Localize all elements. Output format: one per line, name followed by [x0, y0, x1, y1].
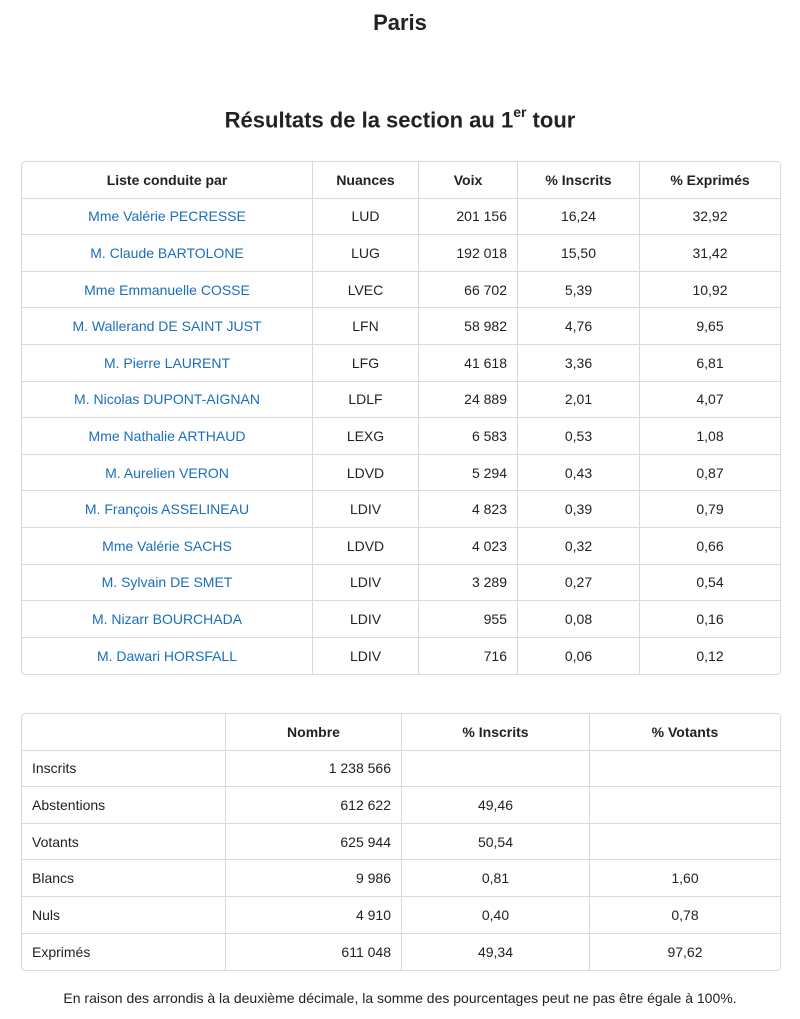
pct-exprimes-cell: 1,08 — [640, 418, 780, 455]
pct-inscrits-cell: 3,36 — [518, 345, 640, 382]
page-title: Paris — [373, 10, 427, 35]
summary-pct-votants-cell — [590, 824, 780, 861]
nuance-cell: LUG — [313, 235, 419, 272]
voix-cell: 4 023 — [419, 528, 518, 565]
summary-header-nombre: Nombre — [226, 714, 402, 751]
table-row — [22, 418, 780, 455]
section-title — [0, 106, 800, 133]
voix-cell: 58 982 — [419, 308, 518, 345]
summary-header-pct-votants: % Votants — [590, 714, 780, 751]
candidate-link[interactable]: M. Claude BARTOLONE — [90, 244, 244, 261]
candidate-link[interactable]: Mme Valérie PECRESSE — [88, 208, 246, 225]
candidate-cell — [22, 418, 313, 455]
pct-exprimes-cell: 31,42 — [640, 235, 780, 272]
pct-exprimes-cell: 10,92 — [640, 272, 780, 309]
nuance-cell: LFN — [313, 308, 419, 345]
table-row — [22, 897, 780, 934]
voix-cell: 5 294 — [419, 455, 518, 492]
table-row — [22, 272, 780, 309]
header-pct-exprimes: % Exprimés — [640, 162, 780, 199]
voix-cell: 4 823 — [419, 491, 518, 528]
summary-label-cell: Abstentions — [22, 787, 226, 824]
section-title-sup: er — [513, 104, 527, 120]
table-row — [22, 345, 780, 382]
candidate-cell — [22, 199, 313, 236]
pct-exprimes-cell: 0,66 — [640, 528, 780, 565]
summary-pct-inscrits-cell — [402, 751, 590, 788]
summary-nombre-cell: 1 238 566 — [226, 751, 402, 788]
summary-label-cell: Blancs — [22, 860, 226, 897]
pct-inscrits-cell: 16,24 — [518, 199, 640, 236]
candidate-link[interactable]: M. Dawari HORSFALL — [96, 648, 238, 665]
candidate-cell — [22, 308, 313, 345]
table-row — [22, 199, 780, 236]
nuance-cell: LDIV — [313, 565, 419, 602]
candidate-link[interactable]: M. François ASSELINEAU — [84, 501, 250, 518]
table-row — [22, 235, 780, 272]
pct-inscrits-cell: 0,27 — [518, 565, 640, 602]
table-row — [22, 455, 780, 492]
header-pct-inscrits: % Inscrits — [518, 162, 640, 199]
voix-cell: 716 — [419, 638, 518, 675]
summary-pct-inscrits-cell: 49,34 — [402, 934, 590, 971]
nuance-cell: LUD — [313, 199, 419, 236]
header-liste: Liste conduite par — [22, 162, 313, 199]
pct-exprimes-cell: 6,81 — [640, 345, 780, 382]
nuance-cell: LEXG — [313, 418, 419, 455]
summary-header-pct-inscrits: % Inscrits — [402, 714, 590, 751]
table-row — [22, 382, 780, 419]
nuance-cell: LVEC — [313, 272, 419, 309]
pct-inscrits-cell: 0,06 — [518, 638, 640, 675]
voix-cell: 201 156 — [419, 199, 518, 236]
summary-nombre-cell: 9 986 — [226, 860, 402, 897]
pct-inscrits-cell: 0,53 — [518, 418, 640, 455]
table-row — [22, 308, 780, 345]
voix-cell: 955 — [419, 601, 518, 638]
candidate-link[interactable]: M. Wallerand DE SAINT JUST — [72, 318, 262, 335]
candidate-cell — [22, 455, 313, 492]
pct-inscrits-cell: 0,39 — [518, 491, 640, 528]
summary-pct-votants-cell: 97,62 — [667, 943, 703, 960]
nuance-cell: LDVD — [313, 528, 419, 565]
candidate-link[interactable]: M. Aurelien VERON — [105, 464, 229, 481]
summary-nombre-cell: 612 622 — [226, 787, 402, 824]
summary-nombre-cell: 625 944 — [226, 824, 402, 861]
table-row — [22, 565, 780, 602]
pct-inscrits-cell: 4,76 — [518, 308, 640, 345]
candidate-cell — [22, 491, 313, 528]
candidate-link[interactable]: M. Nicolas DUPONT-AIGNAN — [74, 391, 260, 408]
candidate-link[interactable]: Mme Emmanuelle COSSE — [84, 281, 250, 298]
summary-header-blank — [22, 714, 226, 751]
candidate-cell — [22, 528, 313, 565]
summary-table — [21, 713, 781, 971]
candidate-link[interactable]: M. Sylvain DE SMET — [101, 574, 233, 591]
pct-exprimes-cell: 9,65 — [640, 308, 780, 345]
candidate-cell — [22, 638, 313, 675]
summary-header-row — [22, 714, 780, 751]
summary-label-cell: Inscrits — [22, 751, 226, 788]
summary-nombre-cell: 4 910 — [226, 897, 402, 934]
summary-nombre-cell: 611 048 — [226, 934, 402, 971]
summary-pct-inscrits-cell: 50,54 — [402, 824, 590, 861]
candidate-cell — [22, 235, 313, 272]
pct-inscrits-cell: 5,39 — [518, 272, 640, 309]
pct-exprimes-cell: 4,07 — [640, 382, 780, 419]
candidate-link[interactable]: Mme Nathalie ARTHAUD — [88, 427, 246, 444]
candidate-cell — [22, 565, 313, 602]
summary-pct-inscrits-cell: 0,40 — [402, 897, 590, 934]
summary-pct-votants-cell: 1,60 — [590, 860, 780, 897]
candidate-link[interactable]: M. Nizarr BOURCHADA — [91, 610, 243, 627]
pct-inscrits-cell: 0,32 — [518, 528, 640, 565]
nuance-cell: LDIV — [313, 638, 419, 675]
candidate-cell — [22, 272, 313, 309]
candidate-link[interactable]: M. Pierre LAURENT — [103, 354, 231, 371]
pct-exprimes-cell: 0,54 — [640, 565, 780, 602]
nuance-cell: LDIV — [313, 491, 419, 528]
table-row — [22, 824, 780, 861]
footnote: En raison des arrondis à la deuxième décimale, la somme des pourcentages peut ne pas être égale à 100%. — [63, 990, 737, 1006]
pct-inscrits-cell: 0,08 — [518, 601, 640, 638]
section-title-main: Résultats de la section au 1 — [224, 107, 514, 133]
table-row — [22, 491, 780, 528]
voix-cell: 192 018 — [419, 235, 518, 272]
candidate-cell — [22, 345, 313, 382]
voix-cell: 24 889 — [419, 382, 518, 419]
header-voix: Voix — [419, 162, 518, 199]
voix-cell: 6 583 — [419, 418, 518, 455]
candidate-link[interactable]: Mme Valérie SACHS — [102, 537, 232, 554]
voix-cell: 41 618 — [419, 345, 518, 382]
table-row — [22, 528, 780, 565]
table-row — [22, 638, 780, 675]
nuance-cell: LDIV — [313, 601, 419, 638]
summary-pct-inscrits-cell: 49,46 — [402, 787, 590, 824]
pct-inscrits-cell: 2,01 — [518, 382, 640, 419]
summary-pct-inscrits-cell: 0,81 — [402, 860, 590, 897]
nuance-cell: LDLF — [313, 382, 419, 419]
nuance-cell: LFG — [313, 345, 419, 382]
pct-inscrits-cell: 0,43 — [518, 455, 640, 492]
table-row — [22, 787, 780, 824]
table-row — [22, 860, 780, 897]
summary-label-cell: Votants — [22, 824, 226, 861]
pct-exprimes-cell: 0,87 — [640, 455, 780, 492]
nuance-cell: LDVD — [313, 455, 419, 492]
candidate-cell — [22, 382, 313, 419]
pct-exprimes-cell: 0,79 — [640, 491, 780, 528]
results-table — [21, 161, 781, 675]
pct-exprimes-cell: 0,12 — [696, 648, 724, 665]
summary-pct-votants-cell — [590, 787, 780, 824]
voix-cell: 66 702 — [419, 272, 518, 309]
summary-pct-votants-cell — [590, 751, 780, 788]
section-title-end: tour — [526, 107, 576, 133]
candidate-cell — [22, 601, 313, 638]
table-row — [22, 934, 780, 971]
summary-label-cell: Nuls — [22, 897, 226, 934]
table-row — [22, 601, 780, 638]
summary-label-cell: Exprimés — [22, 934, 226, 971]
header-nuances: Nuances — [313, 162, 419, 199]
pct-inscrits-cell: 15,50 — [518, 235, 640, 272]
results-header-row — [22, 162, 780, 199]
table-row — [22, 751, 780, 788]
pct-exprimes-cell: 0,16 — [640, 601, 780, 638]
pct-exprimes-cell: 32,92 — [640, 199, 780, 236]
summary-pct-votants-cell: 0,78 — [590, 897, 780, 934]
voix-cell: 3 289 — [419, 565, 518, 602]
